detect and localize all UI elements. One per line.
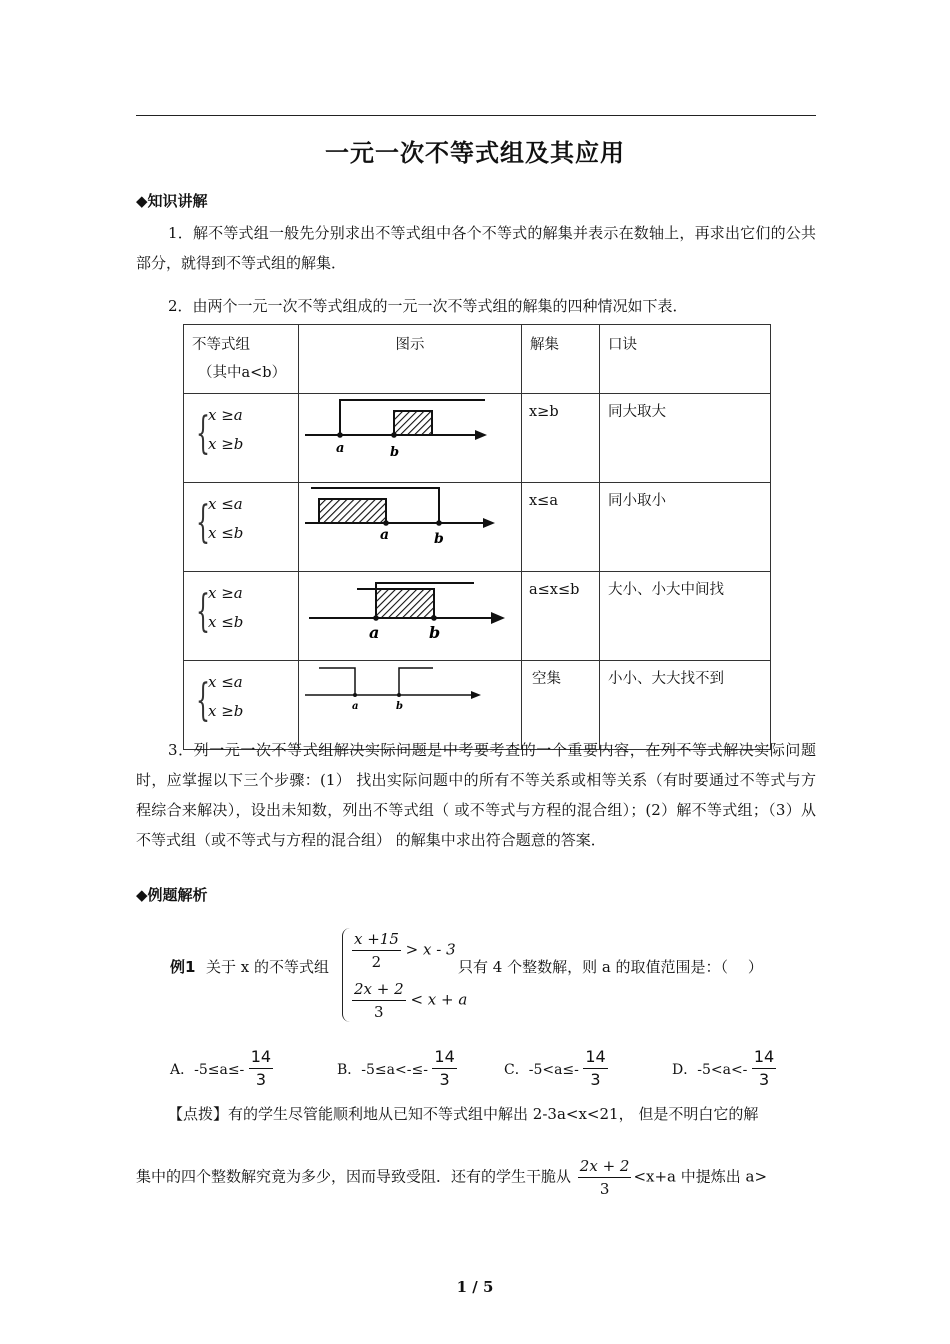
brace-icon: {: [196, 586, 210, 637]
label-a: a: [369, 623, 380, 642]
point-a: [353, 693, 357, 697]
axis-arrow-icon: [491, 612, 505, 624]
option-a-num: 14: [249, 1046, 273, 1069]
inequality-1: x ≤a: [208, 495, 243, 513]
inequality-2: x ≤b: [208, 613, 244, 631]
axis-arrow-icon: [483, 518, 495, 528]
range-b-hatched: [394, 411, 432, 435]
option-c-text: C．-5<a≤-: [504, 1061, 579, 1078]
label-b: b: [396, 701, 403, 712]
inequality-2: x ≥b: [208, 702, 244, 720]
inequality-2: x ≤b: [208, 524, 244, 542]
page-title: 一元一次不等式组及其应用: [325, 139, 625, 167]
hint-line-1: [168, 1103, 758, 1124]
solution-text: 空集: [532, 671, 561, 687]
solution-text: a≤x≤b: [529, 582, 580, 598]
solution-cell: [522, 483, 600, 572]
point-b: [436, 520, 442, 526]
paragraph-3: 3．列一元一次不等式组解决实际问题是中考要考查的一个重要内容，在列不等式解决实际问题时，应掌握以下三个步骤：(1） 找出实际问题中的所有不等关系或相等关系（有时要通过不等式与方程综合来解决），设出未知数，列出不等式组（ 或不等式与方程的混合组）；(2）解不等式组；（3）从不等式组（或不等式与方程的混合组） 的解集中求出符合题意的答案．: [136, 741, 816, 849]
label-b: b: [434, 531, 444, 547]
header-cell-solution: [522, 325, 600, 394]
number-line-diagram: [299, 661, 521, 745]
system-cell: [184, 394, 299, 483]
hint-text-2: 集中的四个整数解究竟为多少，因而导致受阻．还有的学生干脆从: [136, 1167, 572, 1186]
system-cell: [184, 483, 299, 572]
point-b: [397, 693, 401, 697]
option-d-text: D．-5<a<-: [672, 1061, 748, 1078]
mnemonic-cell: [600, 483, 771, 572]
header-system-line1: 不等式组: [192, 337, 250, 353]
range-a: [319, 668, 355, 695]
inequality-1: x ≥a: [208, 584, 243, 602]
hint-text-3: <x+a 中提炼出 a>: [633, 1167, 768, 1186]
option-a-text: A．-5≤a≤-: [170, 1061, 245, 1078]
table-header-row: [184, 325, 771, 394]
section-heading-examples: ◆例题解析: [136, 886, 208, 904]
header-rule: [136, 115, 816, 116]
point-b: [431, 615, 437, 621]
option-c-den: 3: [590, 1070, 601, 1089]
label-a: a: [336, 441, 345, 456]
hint-text-1: 有的学生尽管能顺利地从已知不等式组中解出 2-3a<x<21， 但是不明白它的解: [228, 1105, 759, 1123]
example-suffix: 只有 4 个整数解，则 a 的取值范围是：（ ）: [458, 958, 763, 976]
table-row: [184, 483, 771, 572]
hint-line-2: [136, 1155, 767, 1200]
paragraph-1: 1．解不等式组一般先分别求出不等式组中各个不等式的解集并表示在数轴上，再求出它们的公共部分，就得到不等式组的解集．: [136, 224, 816, 272]
solution-text: x≥b: [529, 404, 559, 420]
hint-tag: 【点拨】: [168, 1105, 229, 1123]
option-d-den: 3: [758, 1070, 770, 1089]
option-b[interactable]: [337, 1046, 457, 1091]
diagram-cell: [299, 572, 522, 661]
diagram-cell: [299, 394, 522, 483]
page-number: 1 / 5: [456, 1278, 494, 1296]
example-prefix: 关于 x 的不等式组: [206, 958, 329, 976]
intersection-hatched: [376, 589, 434, 618]
section-heading-knowledge: ◆知识讲解: [136, 192, 208, 210]
header-cell-diagram: [299, 325, 522, 394]
label-b: b: [390, 445, 400, 460]
mnemonic-cell: [600, 572, 771, 661]
option-a-den: 3: [255, 1070, 267, 1089]
brace-icon: {: [196, 497, 210, 548]
option-d-num: 14: [752, 1046, 776, 1069]
option-b-den: 3: [439, 1070, 450, 1089]
point-a: [383, 520, 389, 526]
header-system-line2: （其中a<b）: [198, 365, 287, 381]
point-a: [373, 615, 379, 621]
mnemonic-text: 同小取小: [608, 493, 666, 509]
ineq2-numerator: 2x + 2: [352, 978, 406, 1001]
option-a[interactable]: [170, 1046, 273, 1091]
option-b-num: 14: [432, 1046, 456, 1069]
label-a: a: [380, 527, 390, 543]
mnemonic-text: 大小、小大中间找: [608, 582, 724, 598]
hint-frac-den: 3: [599, 1180, 610, 1198]
inequality-1: x ≥a: [208, 406, 243, 424]
header-cell-mnemonic: [600, 325, 771, 394]
mnemonic-text: 小小、大大找不到: [608, 671, 724, 687]
system-cell: [184, 572, 299, 661]
example-inequality-2: [352, 978, 467, 1023]
point-a: [337, 432, 343, 438]
axis-arrow-icon: [475, 430, 487, 440]
header-solution: 解集: [530, 337, 559, 353]
table-row: [184, 394, 771, 483]
number-line-diagram: [299, 483, 521, 567]
inequality-1: x ≤a: [208, 673, 243, 691]
label-b: b: [429, 623, 441, 642]
option-b-text: B．-5≤a<-≤-: [337, 1061, 428, 1078]
solution-table: [183, 324, 771, 750]
option-d[interactable]: [672, 1046, 776, 1091]
label-a: a: [352, 701, 359, 712]
option-c[interactable]: [504, 1046, 608, 1091]
number-line-diagram: [299, 572, 521, 656]
diagram-cell: [299, 483, 522, 572]
system-brace: [342, 928, 351, 1022]
axis-arrow-icon: [471, 691, 481, 699]
paragraph-2: 2．由两个一元一次不等式组成的一元一次不等式组的解集的四种情况如下表．: [168, 297, 688, 315]
hint-frac-num: 2x + 2: [578, 1155, 632, 1178]
example-label: 例1: [170, 958, 196, 976]
header-mnemonic: 口诀: [608, 337, 637, 353]
number-line-diagram: [299, 394, 521, 478]
brace-icon: {: [196, 408, 210, 459]
example-inequality-1: [352, 928, 456, 973]
ineq1-denominator: 2: [371, 953, 382, 971]
solution-cell: [522, 572, 600, 661]
ineq1-rhs: > x - 3: [405, 940, 456, 959]
answer-options: [170, 1046, 810, 1096]
ineq2-rhs: < x + a: [410, 990, 468, 1009]
mnemonic-cell: [600, 394, 771, 483]
point-b: [391, 432, 397, 438]
ineq2-denominator: 3: [374, 1003, 384, 1021]
solution-text: x≤a: [529, 493, 558, 509]
inequality-2: x ≥b: [208, 435, 244, 453]
range-a-hatched: [319, 499, 386, 523]
table-row: [184, 572, 771, 661]
header-cell-system: [184, 325, 299, 394]
solution-cell: [522, 394, 600, 483]
brace-icon: {: [196, 675, 210, 726]
header-diagram: 图示: [395, 337, 425, 353]
option-c-num: 14: [583, 1046, 607, 1069]
ineq1-numerator: x +15: [352, 928, 401, 951]
mnemonic-text: 同大取大: [608, 404, 666, 420]
example-1: [170, 926, 820, 1030]
range-b: [399, 668, 433, 695]
